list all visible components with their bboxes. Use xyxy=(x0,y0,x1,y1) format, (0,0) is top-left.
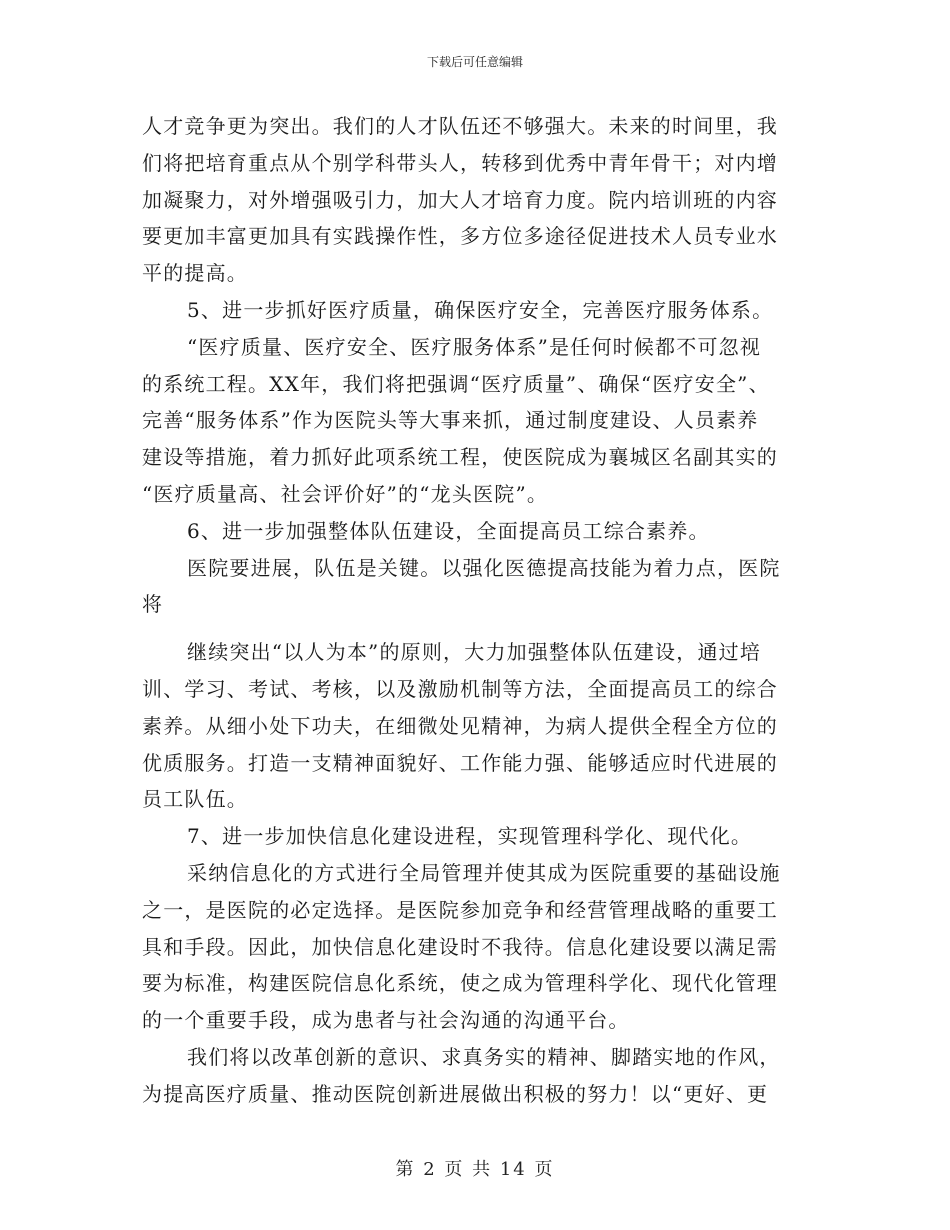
text-line: “医疗质量高、社会评价好”的“龙头医院”。 xyxy=(142,481,549,506)
text-line: 建设等措施，着力抓好此项系统工程，使医院成为襄城区名副其实的 xyxy=(142,445,778,470)
text-line: 为提高医疗质量、推动医院创新进展做出积极的努力！以“更好、更 xyxy=(142,1081,769,1106)
text-line: 加凝聚力，对外增强吸引力，加大人才培育力度。院内培训班的内容 xyxy=(142,187,778,212)
text-line: 之一，是医院的必定选择。是医院参加竞争和经营管理战略的重要工 xyxy=(142,897,778,922)
text-line: “医疗质量、医疗安全、医疗服务体系”是任何时候都不可忽视 xyxy=(187,334,762,359)
text-line: 员工队伍。 xyxy=(142,787,248,812)
text-line: 具和手段。因此，加快信息化建设时不我待。信息化建设要以满足需 xyxy=(142,934,778,959)
text-line: 人才竞争更为突出。我们的人才队伍还不够强大。未来的时间里，我 xyxy=(142,114,778,138)
text-line: 优质服务。打造一支精神面貌好、工作能力强、能够适应时代进展的 xyxy=(142,750,778,775)
text-line: 平的提高。 xyxy=(142,261,248,286)
text-line: 要为标准，构建医院信息化系统，使之成为管理科学化、现代化管理 xyxy=(142,971,778,996)
text-line: 的系统工程。XX年，我们将把强调“医疗质量”、确保“医疗安全”、 xyxy=(142,371,770,396)
page-header: 下载后可任意编辑 xyxy=(426,55,523,69)
text-line: 将 xyxy=(142,592,164,617)
text-line: 7、进一步加快信息化建设进程，实现管理科学化、现代化。 xyxy=(187,824,753,849)
text-line: 继续突出“以人为本”的原则，大力加强整体队伍建设，通过培 xyxy=(187,640,762,665)
text-line: 素养。从细小处下功夫，在细微处见精神，为病人提供全程全方位的 xyxy=(142,713,778,738)
text-line: 完善“服务体系”作为医院头等大事来抓，通过制度建设、人员素养 xyxy=(142,408,759,433)
text-line: 的一个重要手段，成为患者与社会沟通的沟通平台。 xyxy=(142,1008,630,1033)
text-line: 采纳信息化的方式进行全局管理并使其成为医院重要的基础设施 xyxy=(187,860,781,885)
text-line: 医院要进展，队伍是关键。以强化医德提高技能为着力点，医院 xyxy=(187,555,781,580)
text-line: 5、进一步抓好医疗质量，确保医疗安全，完善医疗服务体系。 xyxy=(187,297,774,322)
text-line: 要更加丰富更加具有实践操作性，多方位多途径促进技术人员专业水 xyxy=(142,224,778,249)
document-body xyxy=(142,108,812,1113)
text-line: 6、进一步加强整体队伍建设，全面提高员工综合素养。 xyxy=(187,518,710,543)
text-line: 我们将以改革创新的意识、求真务实的精神、脚踏实地的作风， xyxy=(187,1044,781,1069)
text-line: 们将把培育重点从个别学科带头人，转移到优秀中青年骨干；对内增 xyxy=(142,150,778,175)
paragraph-gap xyxy=(142,623,812,634)
text-line: 训、学习、考试、考核，以及激励机制等方法，全面提高员工的综合 xyxy=(142,676,778,701)
page-footer: 第 2 页 共 14 页 xyxy=(395,1159,555,1180)
